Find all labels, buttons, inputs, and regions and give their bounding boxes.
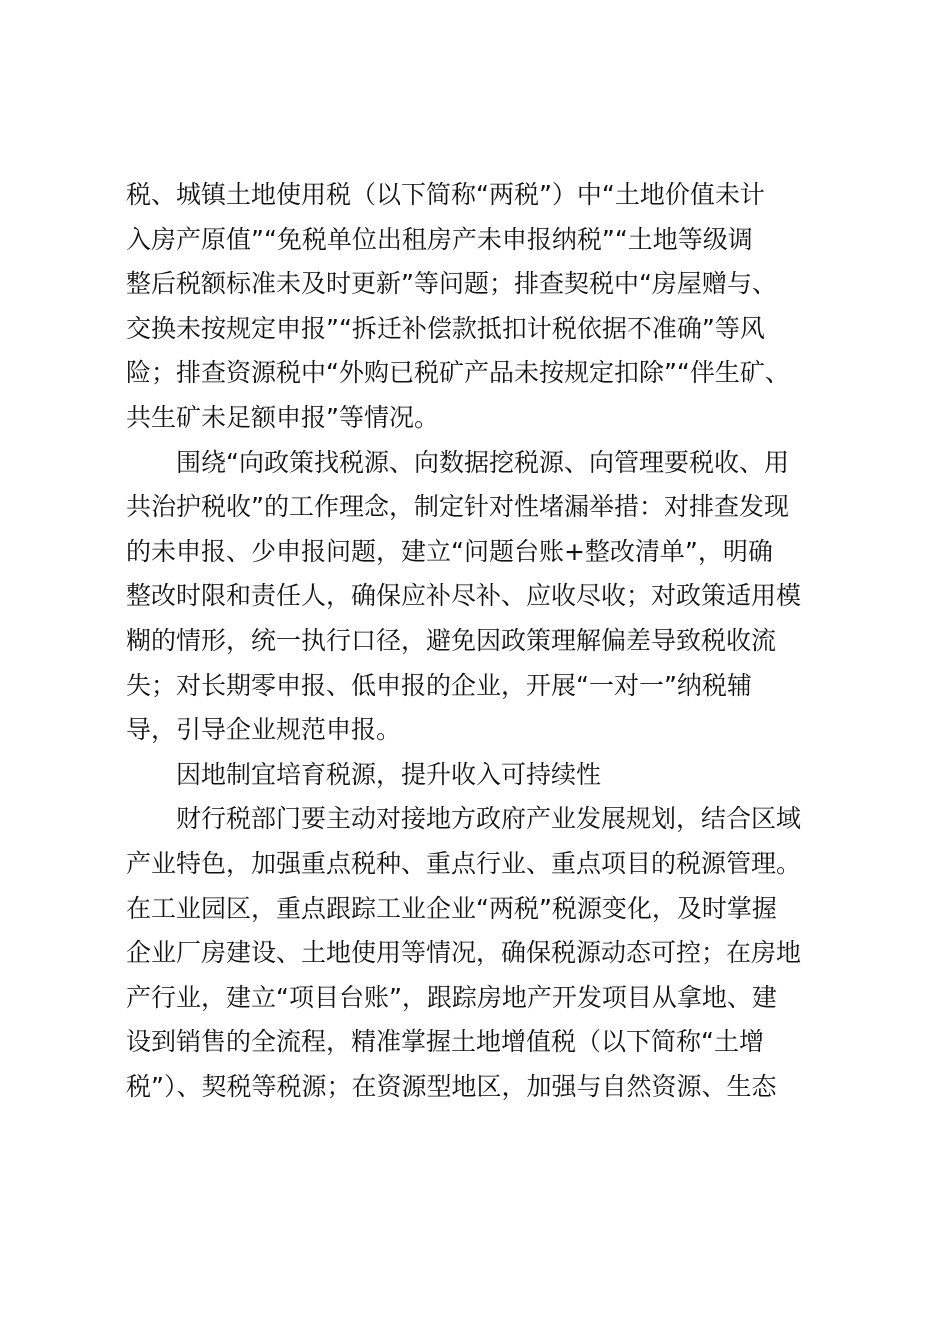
text-line: 导，引导企业规范申报。 [126, 715, 402, 745]
text-line: 在工业园区，重点跟踪工业企业“两税”税源变化，及时掌握 [126, 893, 777, 923]
text-line: 失；对长期零申报、低申报的企业，开展“一对一”纳税辅 [126, 670, 752, 700]
text-line: 产业特色，加强重点税种、重点行业、重点项目的税源管理。 [126, 848, 802, 878]
text-line: 企业厂房建设、土地使用等情况，确保税源动态可控；在房地 [126, 938, 802, 968]
text-line: 产行业，建立“项目台账”，跟踪房地产开发项目从拿地、建 [126, 982, 777, 1012]
text-line: 共生矿未足额申报”等情况。 [126, 402, 439, 432]
paragraph-1 [126, 173, 832, 441]
text-line: 整后税额标准未及时更新”等问题；排查契税中“房屋赠与、 [126, 269, 777, 299]
text-line: 共治护税收”的工作理念，制定针对性堵漏举措：对排查发现 [126, 492, 789, 522]
text-line: 整改时限和责任人，确保应补尽补、应收尽收；对政策适用模 [126, 581, 802, 611]
text-line: 险；排查资源税中“外购已税矿产品未按规定扣除”“伴生矿、 [126, 358, 790, 388]
paragraph-3 [126, 797, 832, 1109]
text-line: 糊的情形，统一执行口径，避免因政策理解偏差导致税收流 [126, 625, 777, 655]
paragraph-2 [126, 441, 832, 753]
text-line: 交换未按规定申报”“拆迁补偿款抵扣计税依据不准确”等风 [126, 313, 765, 343]
heading-line: 因地制宜培育税源，提升收入可持续性 [176, 759, 602, 789]
text-line: 设到销售的全流程，精准掌握土地增值税（以下简称“土增 [126, 1027, 764, 1057]
text-line: 税、城镇土地使用税（以下简称“两税”）中“土地价值未计 [126, 180, 765, 209]
section-heading [126, 753, 832, 798]
text-line: 入房产原值”“免税单位出租房产未申报纳税”“土地等级调 [126, 224, 753, 254]
text-line: 税”）、契税等税源；在资源型地区，加强与自然资源、生态 [126, 1071, 777, 1101]
text-line: 的未申报、少申报问题，建立“问题台账+整改清单”，明确 [126, 536, 773, 566]
text-line: 围绕“向政策找税源、向数据挖税源、向管理要税收、用 [176, 447, 789, 477]
text-line: 财行税部门要主动对接地方政府产业发展规划，结合区域 [176, 804, 802, 834]
document-body [126, 173, 832, 1109]
